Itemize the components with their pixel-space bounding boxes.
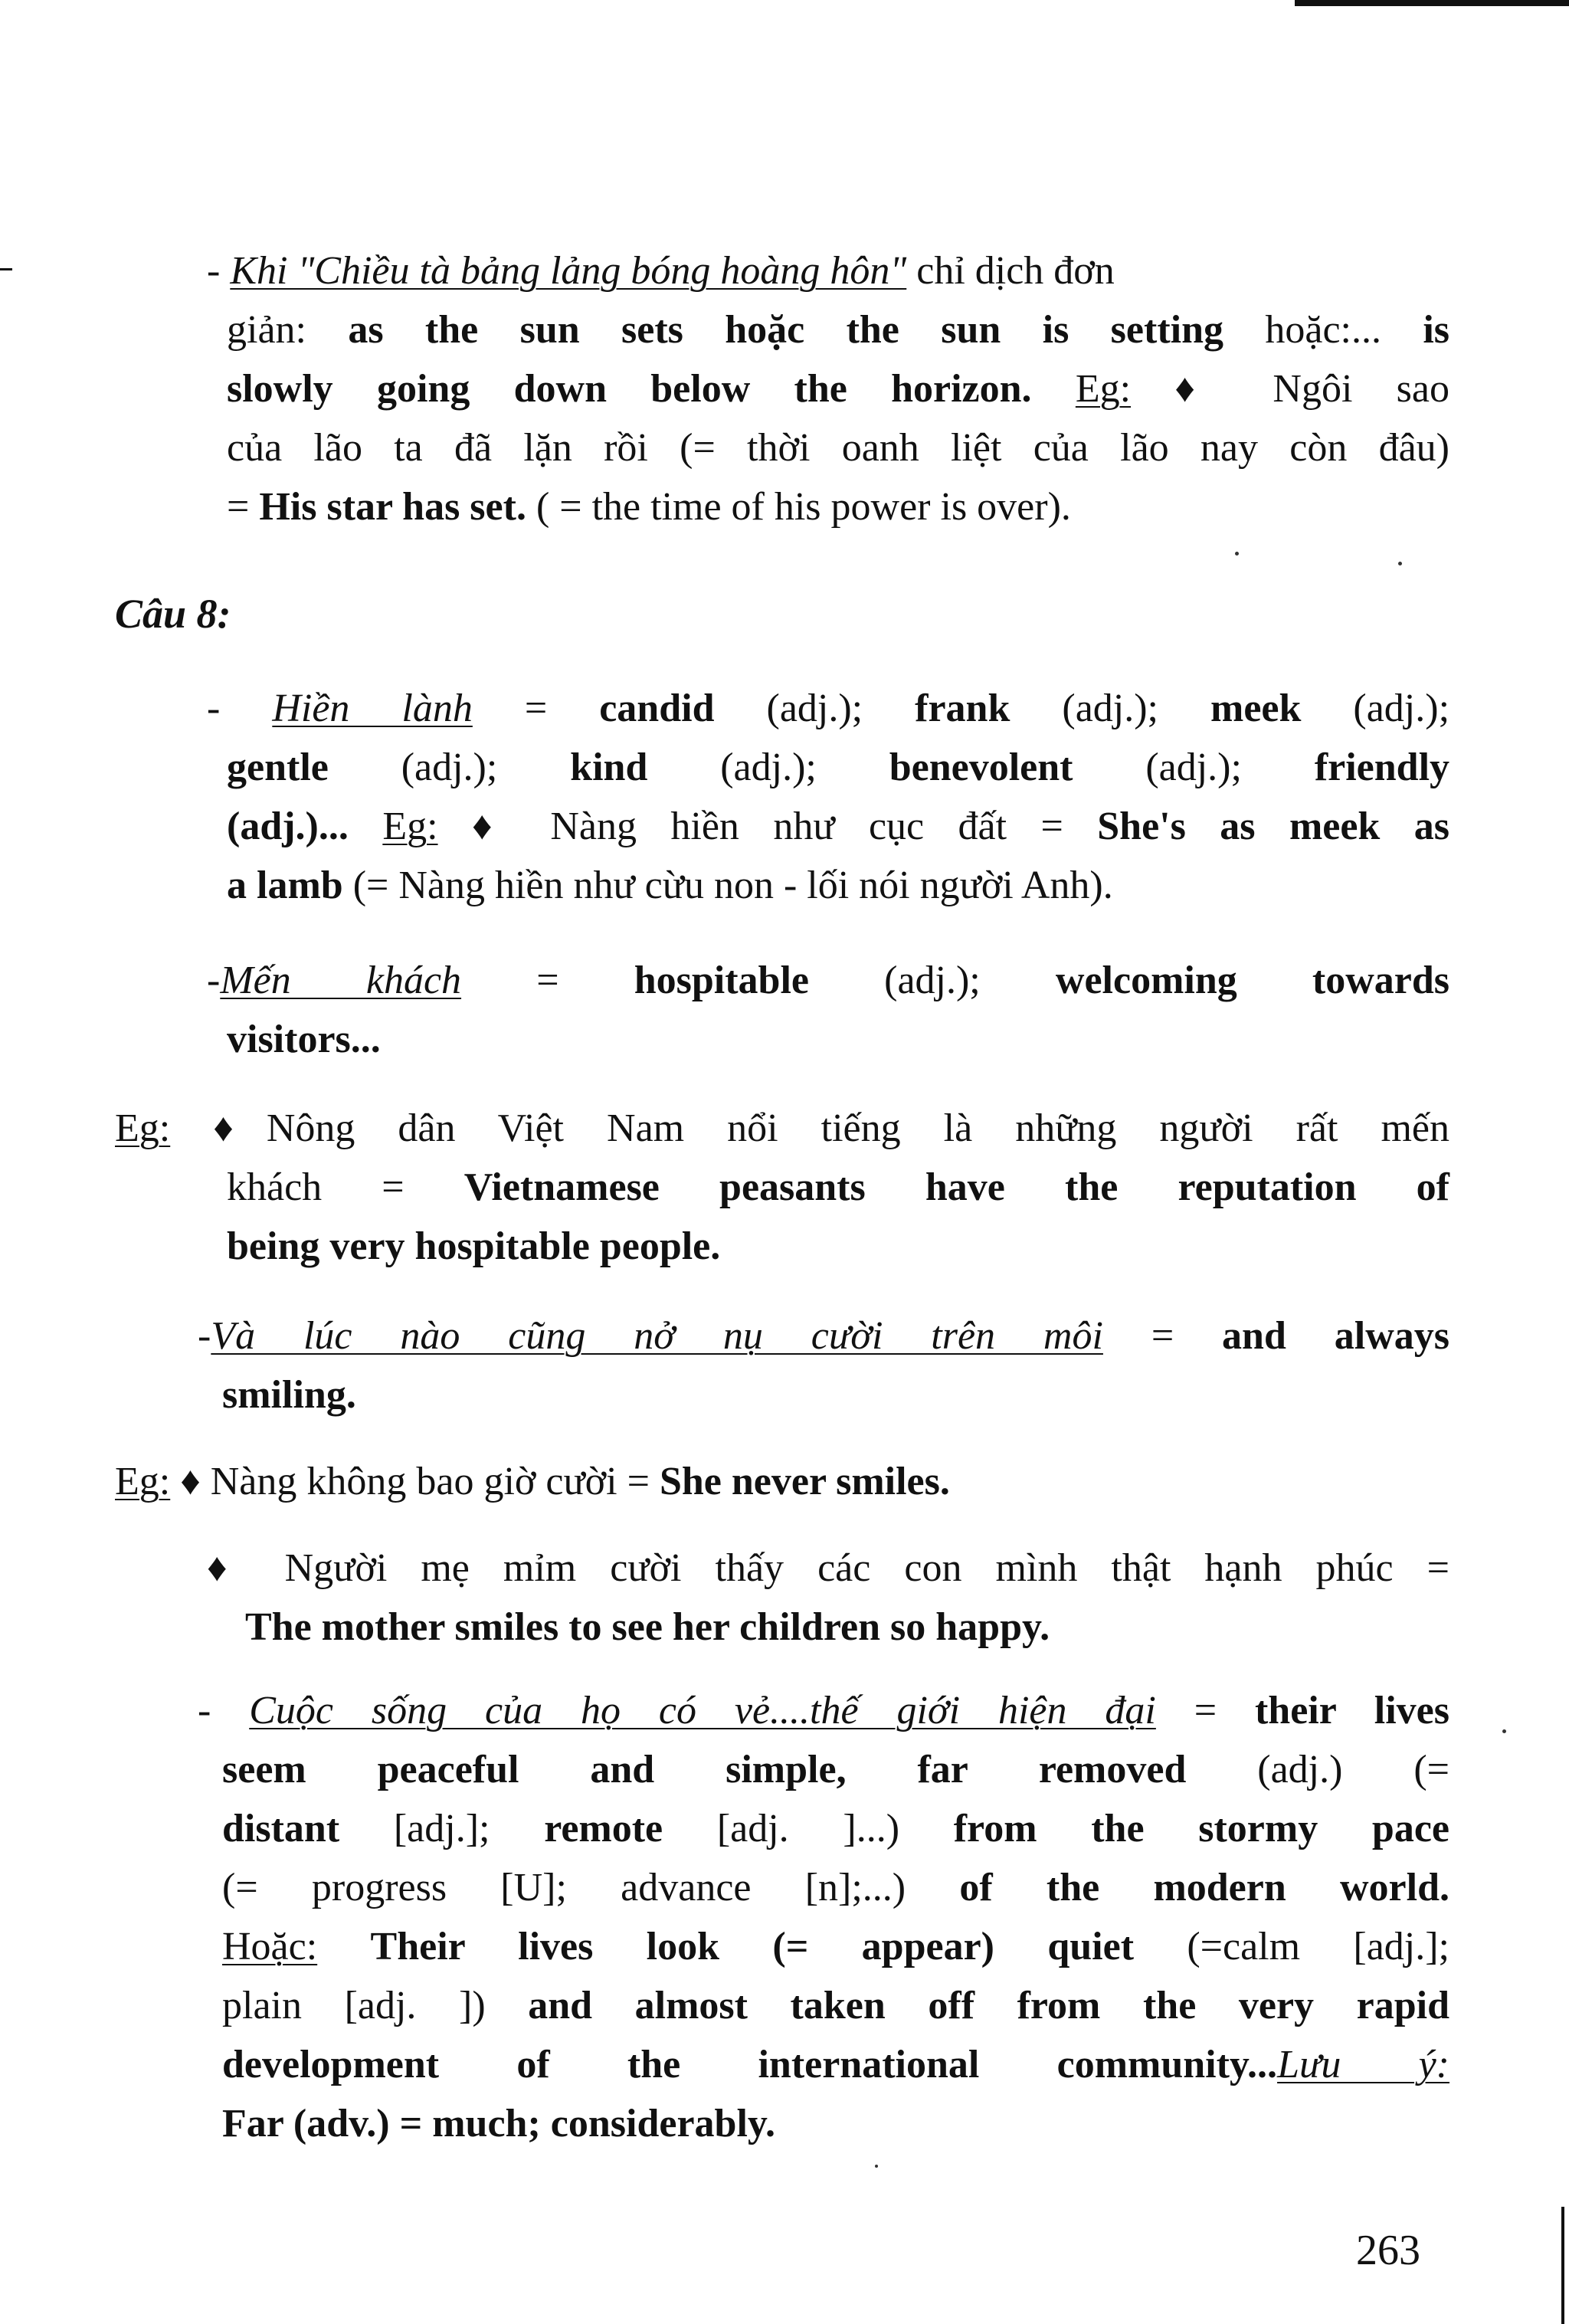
translation: of the modern world.	[959, 1866, 1449, 1909]
line	[198, 1740, 1449, 1799]
text: ♦ Nàng hiền như cục đất =	[437, 805, 1098, 848]
translation: a lamb	[227, 864, 343, 907]
page-number: 263	[1356, 2227, 1420, 2274]
line	[207, 738, 1449, 797]
translation: She never smiles.	[659, 1460, 950, 1503]
translation: visitors...	[227, 1018, 381, 1061]
text: (adj.) (=	[1186, 1748, 1449, 1791]
line	[198, 1365, 1449, 1424]
translation: distant	[222, 1807, 340, 1850]
text: ♦ Nàng không bao giờ cười =	[170, 1460, 660, 1503]
dash: -	[198, 1314, 211, 1358]
translation: their lives	[1254, 1689, 1449, 1732]
text: khách =	[227, 1165, 464, 1209]
text: ♦Nông dân Việt Nam nổi tiếng là những người rất mến	[170, 1106, 1449, 1150]
translation: from the stormy pace	[953, 1807, 1449, 1850]
text: =	[461, 959, 634, 1002]
line	[198, 1858, 1449, 1917]
translation: Vietnamese peasants have the reputation of	[463, 1165, 1449, 1209]
translation: welcoming towards	[1055, 959, 1450, 1002]
line	[207, 477, 1449, 536]
text: giản:	[227, 308, 349, 352]
text: =	[1102, 1314, 1223, 1358]
translation: Their lives look (= appear) quiet	[370, 1925, 1135, 1968]
paragraph-smiling	[198, 1306, 1449, 1424]
right-edge-rule	[1561, 2207, 1564, 2324]
text: (= progress [U]; advance [n];...)	[222, 1866, 960, 1909]
translation: gentle	[227, 746, 329, 789]
term-phrase: Khi "Chiều tà bảng lảng bóng hoàng hôn"	[230, 249, 907, 293]
translation: The mother smiles to see her children so happy.	[245, 1605, 1050, 1649]
translation: She's as meek as	[1097, 805, 1450, 848]
text: plain [adj. ])	[222, 1984, 529, 2027]
line	[207, 679, 1449, 738]
margin-mark	[0, 268, 12, 270]
text: (adj.);	[1073, 746, 1315, 789]
paragraph-their-lives	[198, 1681, 1449, 2153]
translation: remote	[544, 1807, 663, 1850]
paragraph-example-never-smiles	[115, 1452, 1449, 1511]
space	[1032, 367, 1076, 411]
translation: benevolent	[889, 746, 1073, 789]
example-label: Eg:	[115, 1460, 171, 1503]
paragraph-men-khach	[207, 951, 1449, 1069]
speck	[875, 2165, 878, 2168]
line	[207, 359, 1449, 418]
line	[115, 1452, 1449, 1511]
text: (adj.);	[647, 746, 889, 789]
dash: -	[207, 959, 221, 1002]
line: của lão ta đã lặn rồi (= thời oanh liệt của lão nay còn đâu)	[227, 426, 1449, 470]
text: =	[472, 687, 600, 730]
text: (=calm [adj.];	[1134, 1925, 1449, 1968]
text: (adj.);	[1010, 687, 1210, 730]
text: =	[1155, 1689, 1255, 1732]
line	[198, 1306, 1449, 1365]
term-phrase: Hiền lành	[272, 687, 473, 730]
paragraph-sunset	[207, 241, 1449, 536]
translation: candid	[599, 687, 715, 730]
text: (adj.);	[328, 746, 571, 789]
text: (adj.);	[1301, 687, 1450, 730]
translation: being very hospitable people.	[227, 1224, 721, 1268]
translation: hospitable	[634, 959, 809, 1002]
line	[207, 951, 1449, 1010]
translation: as the sun sets hoặc the sun is setting	[348, 308, 1224, 352]
text: (= Nàng hiền như cừu non - lối nói người Anh).	[342, 864, 1113, 907]
translation: kind	[570, 746, 648, 789]
term-phrase: Và lúc nào cũng nở nụ cười trên môi	[211, 1314, 1103, 1358]
line	[207, 241, 1449, 300]
term-phrase: Cuộc sống của họ có vẻ....thế giới hiện đại	[249, 1689, 1156, 1732]
space	[349, 805, 382, 848]
speck	[1398, 562, 1402, 565]
line	[198, 1917, 1449, 1976]
text: (adj.);	[808, 959, 1056, 1002]
line	[207, 300, 1449, 359]
translation: and almost taken off from the very rapid	[528, 1984, 1449, 2027]
dash: -	[207, 687, 273, 730]
text: (adj.);	[714, 687, 916, 730]
text: [adj.];	[339, 1807, 545, 1850]
translation: meek	[1210, 687, 1302, 730]
translation: frank	[915, 687, 1011, 730]
line	[198, 2094, 1449, 2153]
translation: development of the international community...	[222, 2043, 1278, 2086]
paragraph-hien-lanh	[207, 679, 1449, 915]
speck	[1235, 552, 1239, 556]
term-phrase: Mến khách	[220, 959, 462, 1002]
paragraph-example-mother	[207, 1539, 1449, 1657]
speck	[1502, 1729, 1506, 1733]
paragraph-example-peasants	[115, 1099, 1449, 1276]
translation: and always	[1222, 1314, 1450, 1358]
line	[198, 2035, 1449, 2094]
example-label: Eg:	[115, 1106, 171, 1150]
translation: is	[1423, 308, 1450, 352]
line	[207, 856, 1449, 915]
translation: Far (adv.) = much; considerably.	[222, 2102, 776, 2145]
text: ( = the time of his power is over).	[526, 485, 1071, 529]
alternative-label: Hoặc:	[222, 1925, 318, 1968]
line	[198, 1799, 1449, 1858]
line	[115, 1099, 1449, 1158]
text: chỉ dịch đơn	[906, 249, 1115, 293]
text	[317, 1925, 370, 1968]
translation: His star has set.	[259, 485, 526, 529]
line	[207, 1598, 1449, 1657]
translation: (adj.)...	[227, 805, 349, 848]
line: ♦ Người mẹ mỉm cười thấy các con mình thật hạnh phúc =	[207, 1546, 1449, 1590]
top-edge-rule	[1295, 0, 1569, 6]
text: hoặc:...	[1223, 308, 1423, 352]
line	[115, 1158, 1449, 1217]
translation: seem peaceful and simple, far removed	[222, 1748, 1187, 1791]
example-label: Eg:	[382, 805, 438, 848]
example-label: Eg:	[1075, 367, 1132, 411]
dash: -	[198, 1689, 250, 1732]
text: ♦ Ngôi sao	[1131, 367, 1449, 411]
note-label: Lưu ý:	[1277, 2043, 1449, 2086]
line	[207, 1010, 1449, 1069]
line	[198, 1681, 1449, 1740]
dash: -	[207, 249, 231, 293]
line	[115, 1217, 1449, 1276]
translation: friendly	[1314, 746, 1450, 789]
text: [adj. ]...)	[663, 1807, 954, 1850]
line	[198, 1976, 1449, 2035]
text: =	[227, 485, 260, 529]
translation: slowly going down below the horizon.	[227, 367, 1032, 411]
line	[207, 797, 1449, 856]
section-heading: Câu 8:	[115, 591, 231, 637]
translation: smiling.	[222, 1373, 356, 1417]
